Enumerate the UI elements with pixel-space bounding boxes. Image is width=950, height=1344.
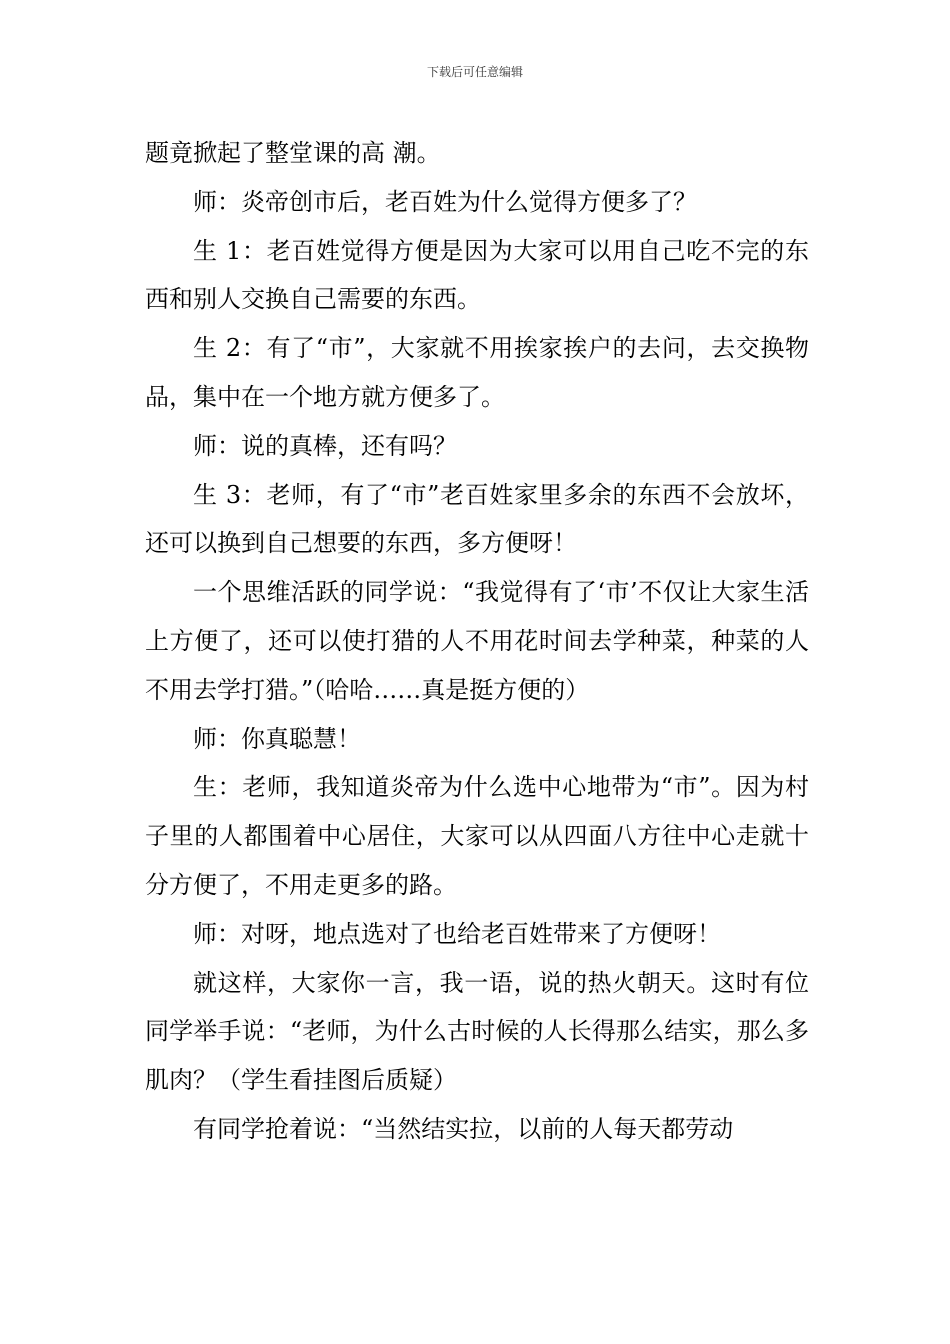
paragraph-11: 就这样，大家你一言，我一语，说的热火朝天。这时有位同学举手说：“老师，为什么古时候的人长得那么结实，那么多肌肉？（学生看挂图后质疑） [145,968,809,1095]
document-body [145,129,809,1154]
paragraph-8: 师：你真聪慧！ [193,724,361,753]
paragraph-9: 生：老师，我知道炎帝为什么选中心地带为“市”。因为村子里的人都围着中心居住，大家可以从四面八方往中心走就十分方便了，不用走更多的路。 [145,773,809,899]
paragraph-3: 生 1：老百姓觉得方便是因为大家可以用自己吃不完的东西和别人交换自己需要的东西。 [145,236,809,314]
paragraph-1: 题竟掀起了整堂课的高 潮。 [145,139,441,167]
paragraph-7: 一个思维活跃的同学说：“我觉得有了‘市’不仅让大家生活上方便了，还可以使打猎的人不用花时间去学种菜，种菜的人不用去学打猎。”（哈哈……真是挺方便的） [145,578,809,704]
paragraph-10: 师：对呀，地点选对了也给老百姓带来了方便呀！ [193,919,721,948]
paragraph-6: 生 3：老师，有了“市”老百姓家里多余的东西不会放坏，还可以换到自己想要的东西，多方便呀！ [145,480,809,558]
paragraph-2: 师：炎帝创市后，老百姓为什么觉得方便多了？ [193,187,697,216]
paragraph-12: 有同学抢着说：“当然结实拉，以前的人每天都劳动 [193,1114,734,1143]
paragraph-5: 师：说的真棒，还有吗？ [193,431,457,460]
paragraph-4: 生 2：有了“市”，大家就不用挨家挨户的去问，去交换物品，集中在一个地方就方便多了。 [145,334,809,411]
page-header: 下载后可任意编辑 [426,65,523,79]
